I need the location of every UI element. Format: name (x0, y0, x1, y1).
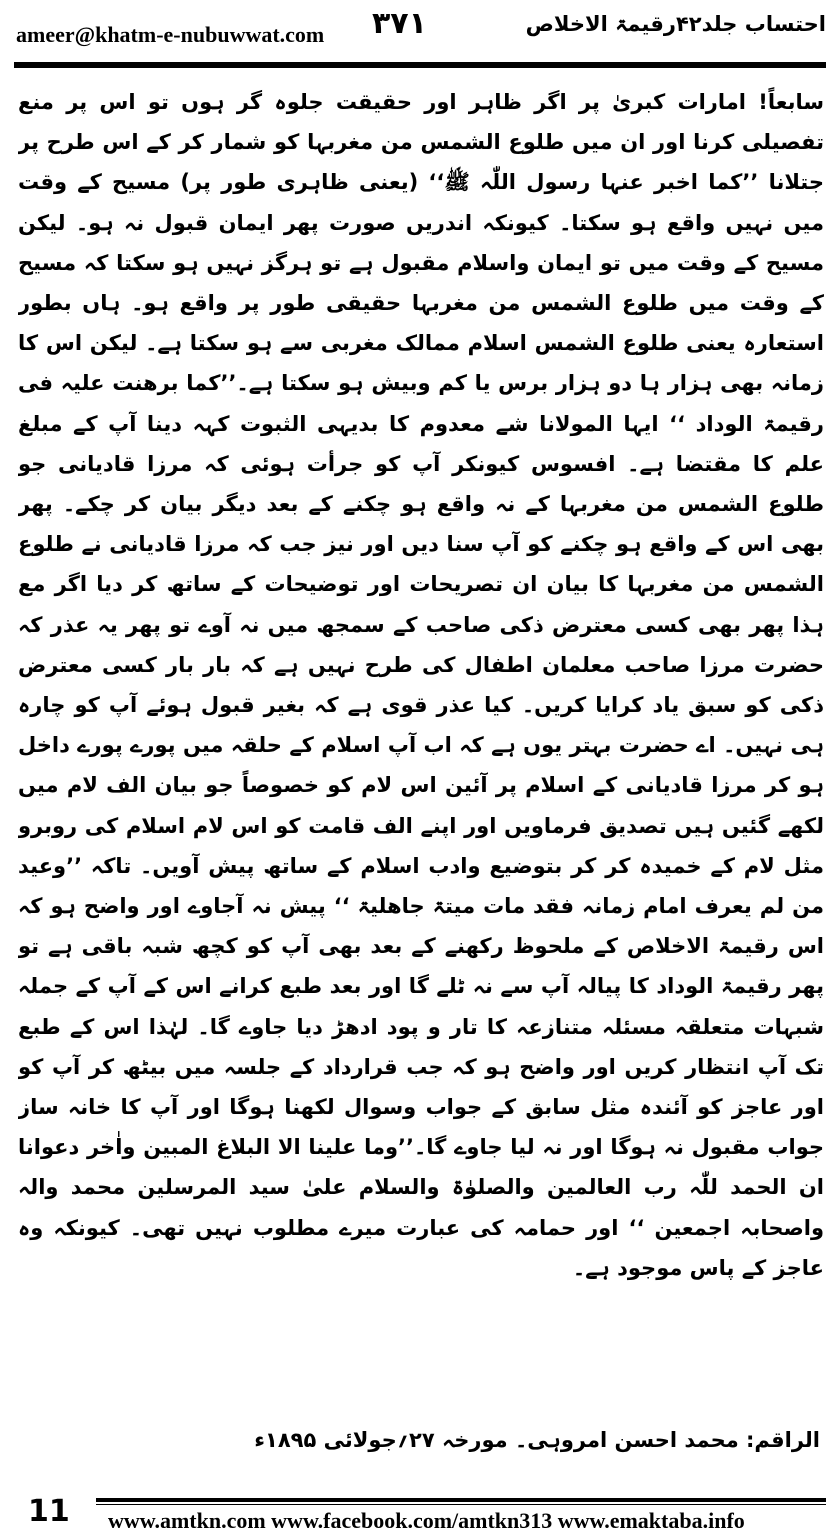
footer-page-number: 11 (28, 1494, 70, 1529)
header-rule (14, 62, 826, 68)
page-footer (0, 1488, 840, 1540)
page-header (0, 0, 840, 62)
footer-links: www.amtkn.com www.facebook.com/amtkn313 www.emaktaba.info (108, 1508, 745, 1533)
footer-rule-thin (96, 1504, 826, 1505)
page-number: ۳۷۱ (372, 6, 427, 41)
email-address: ameer@khatm-e-nubuwwat.com (16, 22, 325, 47)
running-title: احتساب جلد۴۲رقیمۃ الاخلاص (525, 12, 826, 36)
body-paragraph: سابعاً! امارات کبریٰ پر اگر ظاہر اور حقیقت جلوہ گر ہوں تو اس پر منع تفصیلی کرنا اور ان میں طلوع الشمس من مغربہا کو شمار کر کے اس طرح پر جتلانا ’’کما اخبر عنہا رسول اللّٰہ ﷺ‘‘ (یعنی ظاہری طور پر) مسیح کے وقت میں نہیں واقع ہو سکتا۔ کیونکہ اندریں صورت پھر ایمان قبول نہ ہو۔ لیکن مسیح کے وقت میں تو ایمان واسلام مقبول ہے تو ہرگز نہیں ہو سکتا کہ مسیح کے وقت میں طلوع الشمس من مغربہا حقیقی طور پر واقع ہو۔ ہاں بطور استعارہ یعنی طلوع الشمس اسلام ممالک مغربی سے ہو سکتا ہے۔ لیکن اس کا زمانہ بھی ہزار ہا دو ہزار برس یا کم وبیش ہو سکتا ہے۔’’کما برھنت علیہ فی رقیمۃ الوداد ‘‘ ایہا المولانا شے معدوم کا بدیہی الثبوت کہہ دینا آپ کے مبلغ علم کا مقتضا ہے۔ افسوس کیونکر آپ کو جرأت ہوئی کہ مرزا قادیانی جو طلوع الشمس من مغربہا کے نہ واقع ہو چکنے کے بعد دیگر بیان کر چکے۔ پھر بھی اس کے واقع ہو چکنے کو آپ سنا دیں اور نیز جب کہ مرزا قادیانی نے طلوع الشمس من مغربہا کا بیان ان تصریحات اور توضیحات کے ساتھ کر دیا اگر مع ہذا پھر بھی کسی معترض ذکی صاحب کے سمجھ میں نہ آوے تو پھر یہ عذر کہ حضرت مرزا صاحب معلمان اطفال کی طرح نہیں ہے کہ بار بار کسی معترض ذکی کو سبق یاد کرایا کریں۔ کیا عذر قوی ہے کہ بغیر قبول ہوئے آپ کو چارہ ہی نہیں۔ اے حضرت بہتر یوں ہے کہ اب آپ اسلام کے حلقہ میں پورے پورے داخل ہو کر مرزا قادیانی کے اسلام پر آئین اس لام کو خصوصاً جو بیان الف لام میں لکھے گئیں ہیں تصدیق فرماویں اور اپنے الف قامت کو اس لام اسلام کی روبرو مثل لام کے خمیدہ کر کر بتوضیع وادب اسلام کے ساتھ پیش آویں۔ تاکہ ’’وعید من لم یعرف امام زمانہ فقد مات میتۃ جاھلیۃ ‘‘ پیش نہ آجاوے اور واضح ہو کہ اس رقیمۃ الاخلاص کے ملحوظ رکھنے کے بعد بھی آپ کو کچھ شبہ باقی ہے تو پھر رقیمۃ الوداد کا پیالہ آپ سے نہ ٹلے گا اور بعد طبع کرانے اس کے آپ کے جملہ شبہات متعلقہ مسئلہ متنازعہ کا تار و پود ادھڑ دیا جاوے گا۔ لہٰذا اس کے طبع تک آپ انتظار کریں اور واضح ہو کہ جب قرارداد کے جلسہ میں بیٹھ کر آپ کو اور عاجز کو آئندہ مثل سابق کے جواب وسوال لکھنا ہوگا اور آپ کا خانہ ساز جواب مقبول نہ ہوگا اور نہ لیا جاوے گا۔’’وما علینا الا البلاغ المبین واٰخر دعوانا ان الحمد للّٰہ رب العالمین والصلوٰۃ والسلام علیٰ سید المرسلین محمد والہ واصحابہ اجمعین ‘‘ اور حمامہ کی عبارت میرے مطلوب نہیں تھی۔ کیونکہ وہ عاجز کے پاس موجود ہے۔ (18, 90, 824, 1280)
signature-line: الراقم: محمد احسن امروہی۔ مورخہ ۲۷؍جولائی ۱۸۹۵ء (254, 1428, 820, 1452)
footer-rule (96, 1498, 826, 1502)
